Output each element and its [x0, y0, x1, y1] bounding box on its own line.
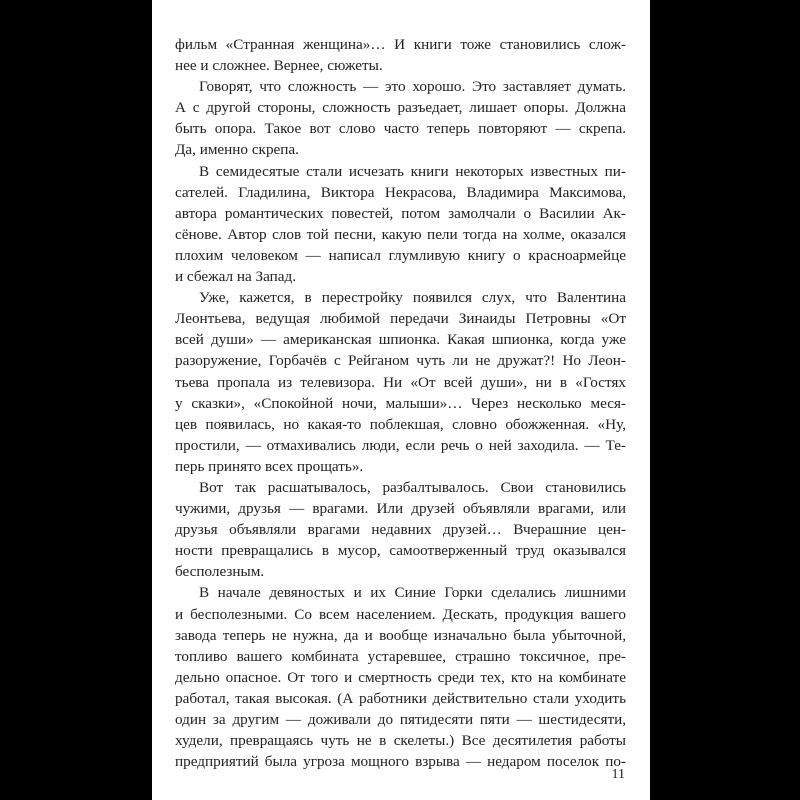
- text-line: Да, именно скрепа.: [175, 141, 299, 159]
- text-line: Леонтьева, ведущая любимой передачи Зинаиды Петровны «От: [175, 310, 626, 328]
- text-line: плохим человеком — написал глумливую книгу о красноармейце: [175, 246, 626, 264]
- text-line: Уже, кажется, в перестройку появился слух, что Валентина: [199, 289, 626, 307]
- text-line: худели, превращаясь чуть не в скелеты.) Все десятилетия работы: [175, 732, 626, 750]
- text-line: топливо вашего комбината устаревшее, страшно токсичное, пре-: [175, 647, 626, 665]
- text-line: сателей. Гладилина, Виктора Некрасова, Владимира Максимова,: [175, 183, 626, 201]
- book-page: [152, 0, 650, 800]
- text-line: и бесполезными. Со всем населением. Дескать, продукция вашего: [175, 605, 626, 623]
- text-line: предприятий была угроза мощного взрыва — недаром поселок по-: [175, 753, 626, 771]
- text-line: всей души» — американская шпионка. Какая шпионка, когда уже: [175, 331, 626, 349]
- text-line: быть опора. Такое вот слово часто теперь повторяют — скрепа.: [175, 120, 626, 138]
- text-line: Говорят, что сложность — это хорошо. Это заставляет думать.: [199, 78, 626, 96]
- text-line: автора романтических повестей, потом замолчали о Василии Ак-: [175, 204, 626, 222]
- page-number: 11: [611, 767, 625, 782]
- text-line: и сбежал на Запад.: [175, 268, 297, 286]
- text-line: бесполезным.: [175, 563, 265, 581]
- text-line: завода теперь не нужна, да и вообще изначально была убыточной,: [175, 626, 626, 644]
- text-line: А с другой стороны, сложность разъедает, лишает опоры. Должна: [175, 99, 626, 117]
- text-line: работал, такая высокая. (А работники действительно стали уходить: [175, 689, 626, 707]
- text-line: простили, — отмахивались люди, если речь о ней заходила. — Те-: [175, 436, 626, 454]
- text-line: тьева пропала из телевизора. Ни «От всей души», ни в «Гостях: [175, 373, 626, 391]
- text-line: разоружение, Горбачёв с Рейганом чуть ли не дружат?! Но Леон-: [175, 352, 626, 370]
- text-line: друзья объявляли врагами недавних друзей… Вчерашние цен-: [175, 521, 626, 539]
- text-line: перь принято всех прощать».: [175, 457, 364, 475]
- page-body-text: [175, 34, 626, 772]
- text-line: один за другим — доживали до пятидесяти пяти — шестидесяти,: [175, 711, 626, 728]
- text-line: сёнове. Автор слов той песни, какую пели тогда на холме, оказался: [175, 225, 626, 243]
- text-line: ности превращались в мусор, самоотверженный труд оказывался: [175, 542, 626, 560]
- text-line: чужими, друзья — врагами. Или друзей объявляли врагами, или: [175, 500, 626, 518]
- text-line: фильм «Странная женщина»… И книги тоже становились слож-: [175, 36, 626, 53]
- text-line: В семидесятые стали исчезать книги некоторых известных пи-: [199, 162, 626, 180]
- text-line: цев появилась, но какая-то поблекшая, словно обожженная. «Ну,: [175, 415, 626, 433]
- text-line: нее и сложнее. Вернее, сюжеты.: [175, 57, 383, 75]
- text-line: у сказки», «Спокойной ночи, малыши»… Через несколько меся-: [175, 394, 626, 412]
- text-line: Вот так расшатывалось, разбалтывалось. Свои становились: [199, 478, 626, 496]
- text-line: В начале девяностых и их Синие Горки сделались лишними: [199, 584, 626, 602]
- text-line: дельно опасное. От того и смертность среди тех, кто на комбинате: [175, 668, 626, 686]
